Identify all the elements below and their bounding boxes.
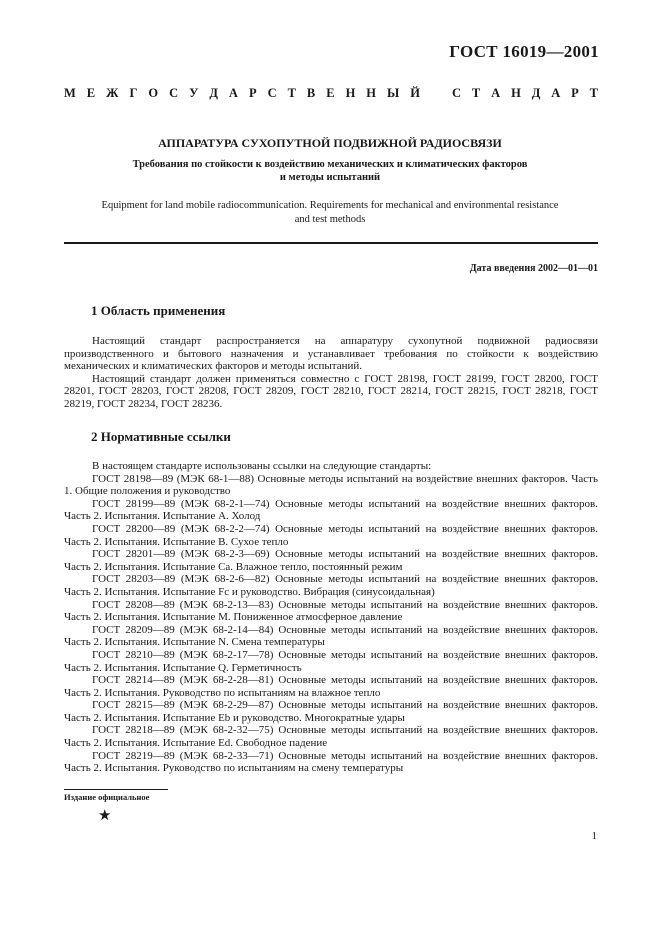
reference-item: ГОСТ 28218—89 (МЭК 68-2-32—75) Основные методы испытаний на воздействие внешних факторов. Часть 2. Испытания. Испытание Ed. Свободное падение — [64, 724, 598, 750]
reference-item: ГОСТ 28219—89 (МЭК 68-2-33—71) Основные методы испытаний на воздействие внешних факторов. Часть 2. Испытания. Руководство по испытаниям на смену температуры — [64, 749, 598, 775]
section-1-heading: 1 Область применения — [91, 303, 226, 318]
reference-item: ГОСТ 28209—89 (МЭК 68-2-14—84) Основные методы испытаний на воздействие внешних факторов. Часть 2. Испытания. Испытание N. Смена температуры — [64, 623, 598, 649]
banner-word-interstate — [64, 86, 420, 101]
subtitle-line: и методы испытаний — [279, 172, 381, 183]
banner-letter: У — [189, 86, 199, 100]
paragraph: Настоящий стандарт должен применяться совместно с ГОСТ 28198, ГОСТ 28199, ГОСТ 28200, ГОСТ 28201, ГОСТ 28203, ГОСТ 28208, ГОСТ 28209, ГОСТ 28210, ГОСТ 28214, ГОСТ 28215, ГОСТ 28218, ГОСТ 28219, ГОСТ 28234, ГОСТ 28236. — [64, 372, 598, 410]
banner-letter: Т — [471, 86, 481, 100]
banner-letter: О — [148, 86, 159, 100]
subtitle-line: Требования по стойкости к воздействию механических и климатических факторов — [132, 159, 528, 170]
reference-item: ГОСТ 28201—89 (МЭК 68-2-3—69) Основные методы испытаний на воздействие внешних факторов. Часть 2. Испытания. Испытание Са. Влажное тепло, постоянный режим — [64, 548, 598, 573]
document-code: ГОСТ 16019—2001 — [449, 42, 599, 61]
banner-letter: Н — [366, 86, 377, 100]
reference-item: ГОСТ 28208—89 (МЭК 68-2-13—83) Основные методы испытаний на воздействие внешних факторов. Часть 2. Испытания. Испытание М. Пониженное атмосферное давление — [64, 598, 598, 624]
english-title-line: and test methods — [294, 214, 366, 225]
document-title: АППАРАТУРА СУХОПУТНОЙ ПОДВИЖНОЙ РАДИОСВЯЗИ — [158, 136, 502, 150]
banner-word-standard — [452, 86, 598, 101]
footer-divider — [64, 789, 168, 790]
banner-letter: М — [64, 86, 76, 100]
banner-letter: А — [551, 86, 561, 100]
banner-letter: С — [452, 86, 462, 100]
banner-letter: С — [169, 86, 179, 100]
banner-letter: Е — [326, 86, 335, 100]
reference-item: ГОСТ 28215—89 (МЭК 68-2-29—87) Основные методы испытаний на воздействие внешних факторов. Часть 2. Испытания. Испытание Eb и руководство. Многократные удары — [64, 699, 598, 724]
introduction-date: Дата введения 2002—01—01 — [469, 263, 598, 274]
banner-letter: Ы — [387, 86, 400, 100]
paragraph: Настоящий стандарт распространяется на аппаратуру сухопутной подвижной радиосвязи производственного и бытового назначения и устанавливает требования по стойкости к воздействию механических и климатических факторов и методы испытаний. — [64, 335, 598, 373]
banner-letter: Р — [571, 86, 579, 100]
english-title — [60, 199, 600, 227]
paragraph: В настоящем стандарте использованы ссылки на следующие стандарты: — [92, 460, 432, 472]
banner-letter: Т — [287, 86, 296, 100]
page-number: 1 — [591, 830, 597, 842]
banner-letter: Е — [86, 86, 96, 100]
standard-banner — [64, 86, 598, 101]
banner-letter: А — [491, 86, 501, 100]
banner-letter: Н — [511, 86, 521, 100]
reference-item: ГОСТ 28203—89 (МЭК 68-2-6—82) Основные методы испытаний на воздействие внешних факторов. Часть 2. Испытания. Испытание Fc и руководство. Вибрация (синусоидальная) — [64, 573, 598, 598]
banner-letter: А — [228, 86, 238, 100]
section-2-body — [64, 460, 598, 775]
section-1-body — [64, 335, 598, 411]
section-2-heading: 2 Нормативные ссылки — [91, 429, 231, 444]
banner-letter: С — [267, 86, 277, 100]
official-edition-label: Издание официальное — [64, 792, 150, 802]
banner-letter: Р — [248, 86, 257, 100]
reference-item: ГОСТ 28198—89 (МЭК 68-1—88) Основные методы испытаний на воздействие внешних факторов. Часть 1. Общие положения и руководство — [64, 472, 598, 498]
english-title-line: Equipment for land mobile radiocommunication. Requirements for mechanical and environmental resistance — [101, 200, 559, 211]
banner-letter: Ж — [106, 86, 119, 100]
banner-letter: Т — [589, 86, 598, 100]
document-subtitle — [60, 158, 600, 184]
header-divider — [64, 242, 598, 244]
reference-item: ГОСТ 28200—89 (МЭК 68-2-2—74) Основные методы испытаний на воздействие внешних факторов. Часть 2. Испытания. Испытание В. Сухое тепло — [64, 522, 598, 548]
star-icon: ★ — [98, 808, 112, 824]
banner-letter: Д — [531, 86, 541, 100]
banner-letter: Й — [410, 86, 420, 100]
reference-item: ГОСТ 28199—89 (МЭК 68-2-1—74) Основные методы испытаний на воздействие внешних факторов. Часть 2. Испытания. Испытание А. Холод — [64, 497, 598, 523]
banner-letter: В — [306, 86, 316, 100]
reference-item: ГОСТ 28210—89 (МЭК 68-2-17—78) Основные методы испытаний на воздействие внешних факторов. Часть 2. Испытания. Испытание Q. Герметичность — [64, 648, 598, 674]
banner-letter: Н — [345, 86, 356, 100]
reference-item: ГОСТ 28214—89 (МЭК 68-2-28—81) Основные методы испытаний на воздействие внешних факторов. Часть 2. Испытания. Руководство по испытаниям на влажное тепло — [64, 674, 598, 699]
banner-letter: Г — [129, 86, 138, 100]
banner-letter: Д — [209, 86, 218, 100]
